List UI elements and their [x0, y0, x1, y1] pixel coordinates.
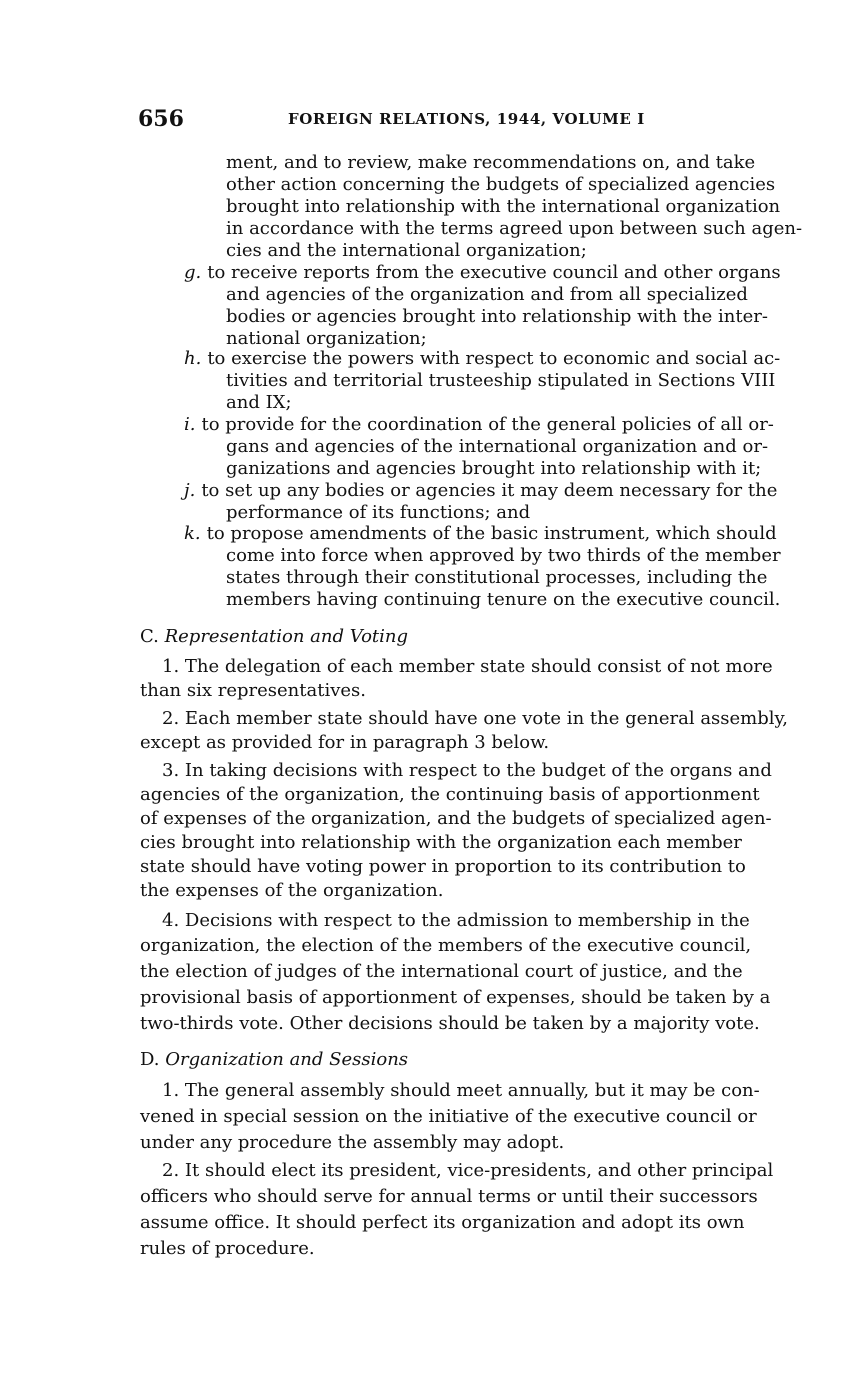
text-line: members having continuing tenure on the executive council. [226, 589, 781, 610]
text-line: than six representatives. [140, 680, 366, 701]
item-marker: g. [184, 262, 202, 283]
text-line: h. to exercise the powers with respect to economic and social ac- [184, 348, 781, 369]
text-line: states through their constitutional processes, including the [226, 567, 768, 588]
text-line: 1. The general assembly should meet annually, but it may be con- [162, 1080, 760, 1101]
text-line: the expenses of the organization. [140, 880, 444, 901]
text-line: k. to propose amendments of the basic instrument, which should [184, 523, 777, 544]
text-line: tivities and territorial trusteeship stipulated in Sections VIII [226, 370, 776, 391]
section-heading-d [140, 1049, 408, 1071]
text-line: assume office. It should perfect its organization and adopt its own [140, 1212, 745, 1233]
text-line: gans and agencies of the international organization and or- [226, 436, 769, 457]
section-letter: C. [140, 626, 159, 647]
page-number: 656 [138, 106, 184, 132]
text-line: j. to set up any bodies or agencies it may deem necessary for the [184, 480, 778, 501]
text-line: two-thirds vote. Other decisions should be taken by a majority vote. [140, 1013, 760, 1034]
text-line: come into force when approved by two thirds of the member [226, 545, 781, 566]
text-line: 2. Each member state should have one vote in the general assembly, [162, 708, 789, 729]
running-title: FOREIGN RELATIONS, 1944, VOLUME I [288, 110, 645, 128]
text-line: g. to receive reports from the executive council and other organs [184, 262, 781, 283]
text-line: ganizations and agencies brought into relationship with it; [226, 458, 762, 479]
text-line: agencies of the organization, the continuing basis of apportionment [140, 784, 760, 805]
item-marker: h. [184, 348, 202, 369]
text-line: 2. It should elect its president, vice-presidents, and other principal [162, 1160, 774, 1181]
text-line: except as provided for in paragraph 3 below. [140, 732, 550, 753]
text-line: performance of its functions; and [226, 502, 531, 523]
text-line: vened in special session on the initiative of the executive council or [140, 1106, 757, 1127]
section-title: Organization and Sessions [165, 1049, 409, 1070]
text-line: rules of procedure. [140, 1238, 315, 1259]
text-line: cies brought into relationship with the organization each member [140, 832, 742, 853]
item-marker: k. [184, 523, 201, 544]
item-marker: j. [184, 480, 196, 501]
text-line: ment, and to review, make recommendations on, and take [226, 152, 756, 173]
text-line: under any procedure the assembly may adopt. [140, 1132, 565, 1153]
item-marker: i. [184, 414, 196, 435]
text-line: cies and the international organization; [226, 240, 587, 261]
text-line: 4. Decisions with respect to the admission to membership in the [162, 910, 750, 931]
text-line: in accordance with the terms agreed upon between such agen- [226, 218, 803, 239]
text-line: i. to provide for the coordination of the general policies of all or- [184, 414, 774, 435]
text-line: provisional basis of apportionment of expenses, should be taken by a [140, 987, 771, 1008]
text-line: national organization; [226, 328, 427, 349]
text-line: 3. In taking decisions with respect to the budget of the organs and [162, 760, 772, 781]
text-line: other action concerning the budgets of specialized agencies [226, 174, 776, 195]
section-letter: D. [140, 1049, 160, 1070]
text-line: and IX; [226, 392, 292, 413]
text-line: and agencies of the organization and from all specialized [226, 284, 748, 305]
section-title: Representation and Voting [164, 626, 409, 647]
page-header [138, 106, 814, 134]
text-line: 1. The delegation of each member state should consist of not more [162, 656, 773, 677]
text-line: bodies or agencies brought into relationship with the inter- [226, 306, 768, 327]
text-line: organization, the election of the members of the executive council, [140, 935, 752, 956]
text-line: the election of judges of the international court of justice, and the [140, 961, 743, 982]
text-line: state should have voting power in proportion to its contribution to [140, 856, 746, 877]
text-line: brought into relationship with the international organization [226, 196, 781, 217]
text-line: officers who should serve for annual terms or until their successors [140, 1186, 758, 1207]
text-line: of expenses of the organization, and the budgets of specialized agen- [140, 808, 772, 829]
section-heading-c [140, 626, 408, 648]
